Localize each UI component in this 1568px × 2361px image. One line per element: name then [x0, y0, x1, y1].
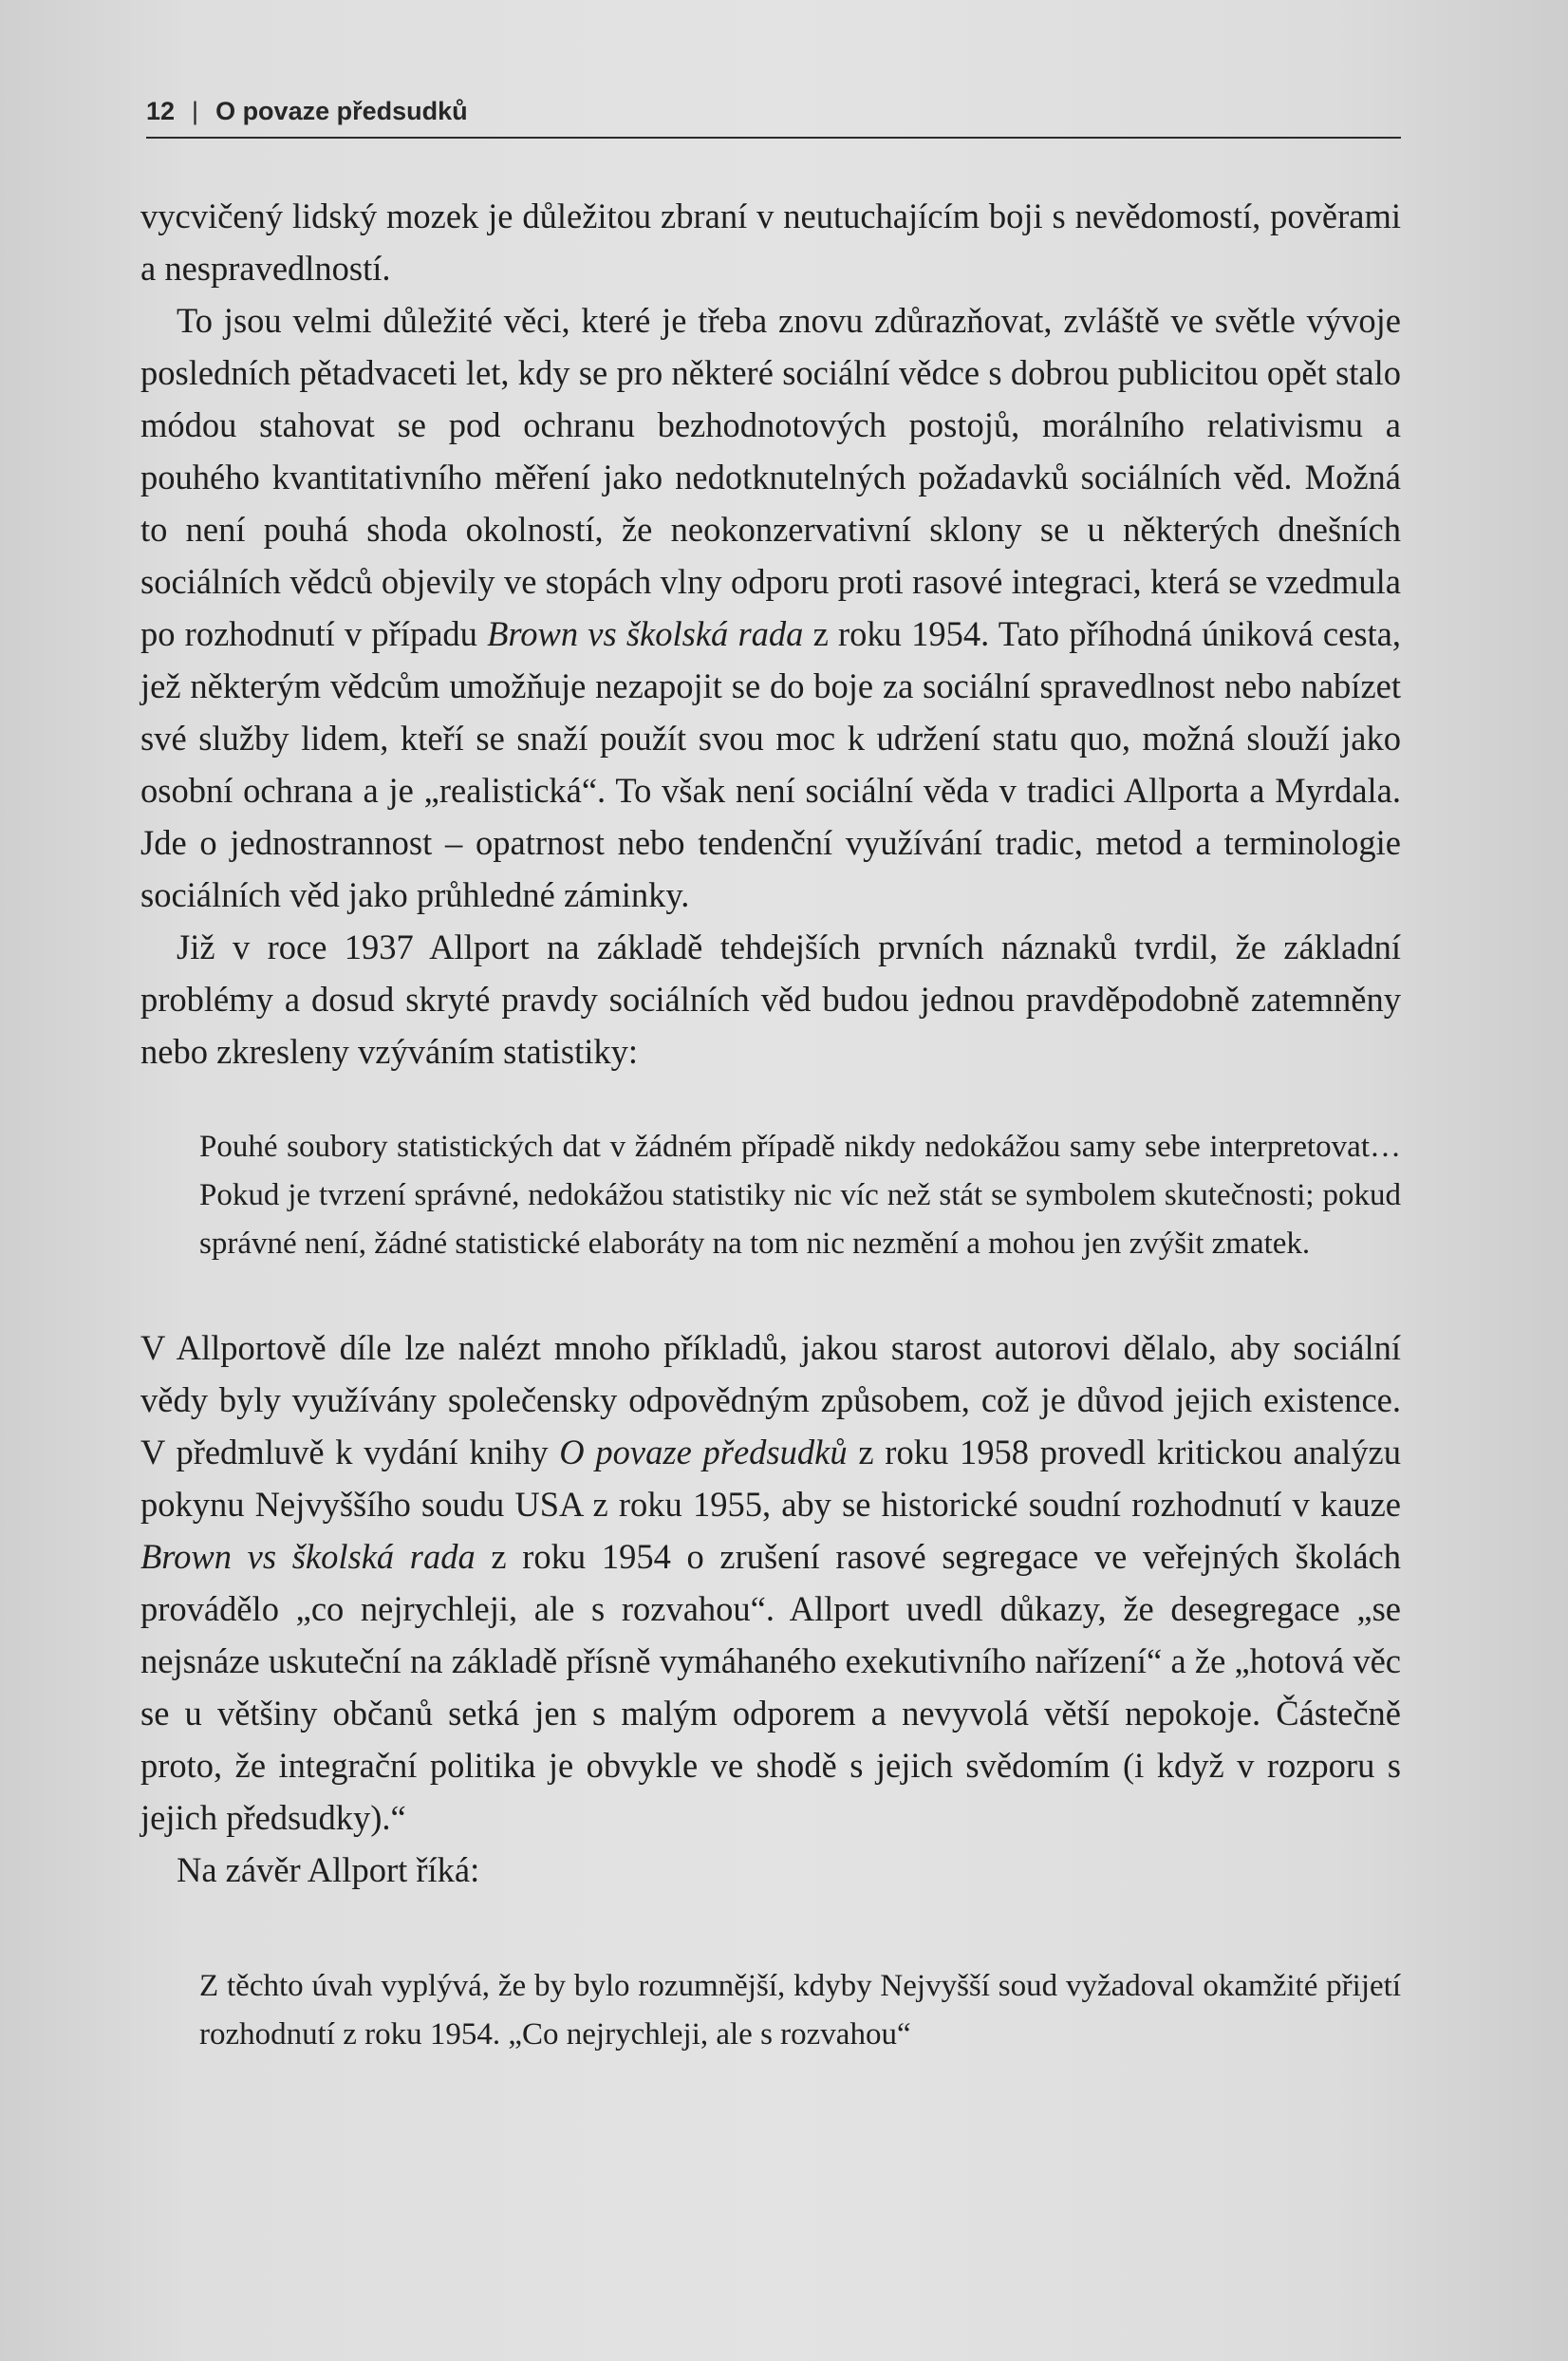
text-run-4-0: V Allportově díle lze nalézt mnoho příkladů, jakou starost autorovi dělalo, aby sociální vědy byly využívány společensky odpovědným způsobem, což je důvod jejich existence. V předmluvě k vydání knihy	[140, 1328, 1401, 1471]
text-run-1-2: z roku 1954. Tato příhodná úniková cesta, jež některým vědcům umožňuje nezapojit se do boje za sociální spravedlnost nebo nabízet své služby lidem, kteří se snaží použít svou moc k udržení statu quo, možná slouží jako osobní ochrana a je „realistická“. To však není sociální věda v tradici Allporta a Myrdala. Jde o jednostrannost – opatrnost nebo tendenční využívání tradic, metod a terminologie sociálních věd jako průhledné záminky.	[140, 614, 1401, 914]
text-run-4-4: z roku 1954 o zrušení rasové segregace ve veřejných školách provádělo „co nejrychleji, ale s rozvahou“. Allport uvedl důkazy, že desegregace „se nejsnáze uskuteční na základě přísně vymáhaného exekutivního nařízení“ a že „hotová věc se u většiny občanů setká jen s malým odporem a nevyvolá větší nepokoje. Částečně proto, že integrační politika je obvykle ve shodě s jejich svědomím (i když v rozporu s jejich předsudky).“	[140, 1537, 1401, 1837]
running-title: O povaze předsudků	[215, 97, 468, 125]
text-run-3-0: Pouhé soubory statistických dat v žádném případě nikdy nedokážou samy sebe interpretovat… Pokud je tvrzení správné, nedokážou statistiky nic víc než stát se symbolem skutečnosti; pokud správné není, žádné statistické elaboráty na tom nic nezmění a mohou jen zvýšit zmatek.	[199, 1130, 1401, 1261]
text-run-2-0: Již v roce 1937 Allport na základě tehdejších prvních náznaků tvrdil, že základní problémy a dosud skryté pravdy sociálních věd budou jednou pravděpodobně zatemněny nebo zkresleny vzýváním statistiky:	[140, 928, 1401, 1071]
text-run-1-0: To jsou velmi důležité věci, které je třeba znovu zdůrazňovat, zvláště ve světle vývoje posledních pětadvaceti let, kdy se pro některé sociální vědce s dobrou publicitou opět stalo módou stahovat se pod ochranu bezhodnotových postojů, morálního relativismu a pouhého kvantitativního měření jako nedotknutelných požadavků sociálních věd. Možná to není pouhá shoda okolností, že neokonzervativní sklony se u některých dnešních sociálních vědců objevily ve stopách vlny odporu proti rasové integraci, která se vzedmula po rozhodnutí v případu	[140, 301, 1401, 653]
text-run-6-0: Z těchto úvah vyplývá, že by bylo rozumnější, kdyby Nejvyšší soud vyžadoval okamžité přijetí rozhodnutí z roku 1954. „Co nejrychleji, ale s rozvahou“	[199, 1969, 1401, 2052]
block-quote-2	[199, 1962, 1401, 2059]
paragraph-1	[140, 190, 1401, 294]
text-run-0-0: vycvičený lidský mozek je důležitou zbraní v neutuchajícím boji s nevědomostí, pověrami a nespravedlností.	[140, 197, 1401, 288]
header-separator: |	[192, 97, 199, 125]
paragraph-3	[140, 921, 1401, 1077]
italic-title-4-3: Brown vs školská rada	[140, 1537, 476, 1576]
page-number: 12	[146, 97, 176, 125]
paragraph-4	[140, 1321, 1401, 1844]
paragraph-2	[140, 294, 1401, 921]
italic-title-1-1: Brown vs školská rada	[487, 614, 804, 653]
block-quote-1	[199, 1123, 1401, 1268]
paragraph-5	[140, 1844, 1401, 1896]
italic-title-4-1: O povaze předsudků	[559, 1433, 848, 1471]
text-run-4-2: z roku 1958 provedl kritickou analýzu pokynu Nejvyššího soudu USA z roku 1955, aby se historické soudní rozhodnutí v kauze	[140, 1433, 1401, 1524]
running-header	[146, 93, 1401, 139]
body-text	[140, 190, 1401, 2059]
text-run-5-0: Na závěr Allport říká:	[177, 1850, 480, 1889]
